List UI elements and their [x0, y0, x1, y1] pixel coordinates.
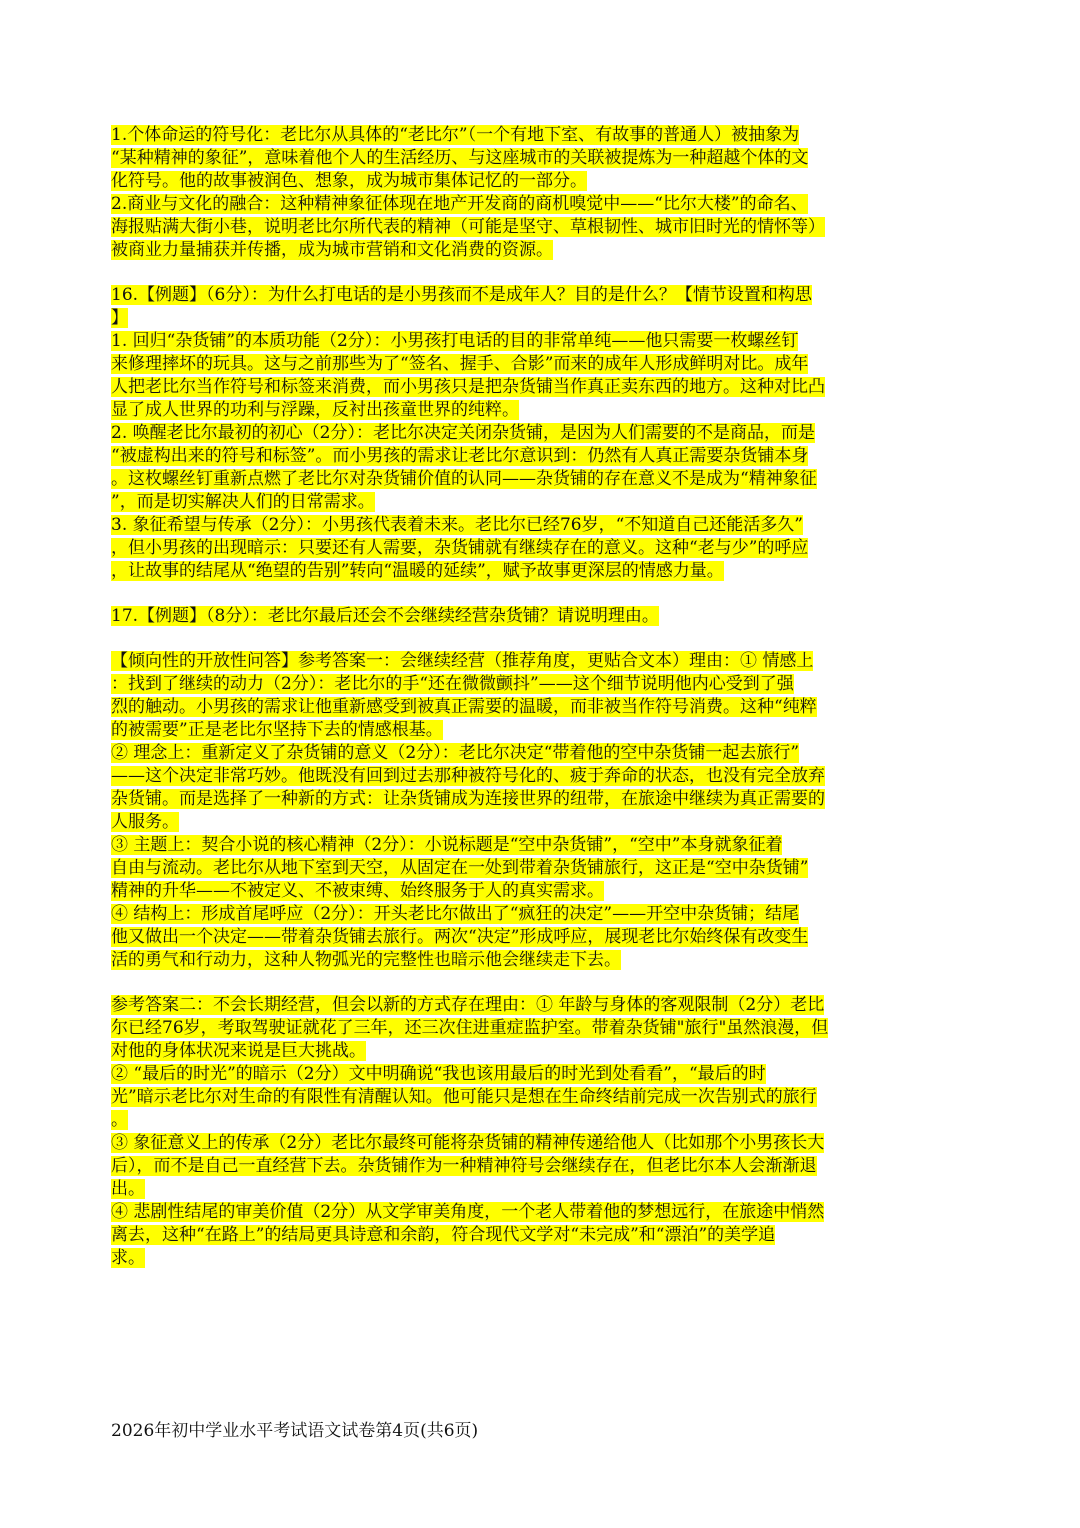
highlighted-text: 被商业力量捕获并传播，成为城市营销和文化消费的资源。 — [111, 240, 553, 260]
highlighted-text: 杂货铺。而是选择了一种新的方式：让杂货铺成为连接世界的纽带，在旅途中继续为真正需要的 — [111, 789, 825, 809]
highlighted-text: “被虚构出来的符号和标签”。而小男孩的需求让老比尔意识到：仍然有人真正需要杂货铺本身 — [111, 446, 809, 466]
highlighted-text: ② 理念上：重新定义了杂货铺的意义（2分）：老比尔决定“带着他的空中杂货铺一起去旅行” — [111, 743, 800, 763]
question-17 — [111, 605, 913, 628]
text-line — [111, 537, 913, 560]
text-line — [111, 376, 913, 399]
text-line — [111, 1247, 913, 1270]
highlighted-text: 尔已经76岁，考取驾驶证就花了三年，还三次住进重症监护室。带着杂货铺"旅行"虽然浪漫，但 — [111, 1018, 829, 1038]
text-line — [111, 1109, 913, 1132]
text-line — [111, 307, 913, 330]
text-line — [111, 696, 913, 719]
text-line — [111, 765, 913, 788]
highlighted-text: 自由与流动。老比尔从地下室到天空，从固定在一处到带着杂货铺旅行，这正是“空中杂货铺” — [111, 858, 809, 878]
highlighted-text: 16.【例题】（6分）：为什么打电话的是小男孩而不是成年人？目的是什么？【情节设置和构思 — [111, 285, 812, 305]
text-line — [111, 994, 913, 1017]
text-line — [111, 514, 913, 537]
highlighted-text: ③ 象征意义上的传承（2分）老比尔最终可能将杂货铺的精神传递给他人（比如那个小男孩长大 — [111, 1133, 825, 1153]
highlighted-text: 】 — [111, 308, 128, 328]
text-line — [111, 834, 913, 857]
text-line — [111, 1201, 913, 1224]
highlighted-text: ，让故事的结尾从“绝望的告别”转向“温暖的延续”，赋予故事更深层的情感力量。 — [111, 561, 724, 581]
text-line — [111, 1086, 913, 1109]
highlighted-text: 对他的身体状况来说是巨大挑战。 — [111, 1041, 366, 1061]
answer-one — [111, 650, 913, 972]
highlighted-text: 来修理摔坏的玩具。这与之前那些为了“签名、握手、合影”而来的成年人形成鲜明对比。成年 — [111, 354, 809, 374]
text-line — [111, 1040, 913, 1063]
highlighted-text: 离去，这种“在路上”的结局更具诗意和余韵，符合现代文学对“未完成”和“漂泊”的美学追 — [111, 1225, 776, 1245]
text-line — [111, 124, 913, 147]
text-line — [111, 193, 913, 216]
text-line — [111, 719, 913, 742]
text-line — [111, 560, 913, 583]
text-line — [111, 284, 913, 307]
highlighted-text: ，但小男孩的出现暗示：只要还有人需要，杂货铺就有继续存在的意义。这种“老与少”的呼应 — [111, 538, 809, 558]
text-line — [111, 605, 913, 628]
text-line — [111, 1155, 913, 1178]
highlighted-text: 人把老比尔当作符号和标签来消费，而小男孩只是把杂货铺当作真正卖东西的地方。这种对比凸 — [111, 377, 825, 397]
highlighted-text: 后），而不是自己一直经营下去。杂货铺作为一种精神符号会继续存在，但老比尔本人会渐渐退 — [111, 1156, 817, 1176]
highlighted-text: 精神的升华——不被定义、不被束缚、始终服务于人的真实需求。 — [111, 881, 604, 901]
text-line — [111, 216, 913, 239]
text-line — [111, 811, 913, 834]
highlighted-text: 海报贴满大街小巷，说明老比尔所代表的精神（可能是坚守、草根韧性、城市旧时光的情怀等） — [111, 217, 825, 237]
highlighted-text: ——这个决定非常巧妙。他既没有回到过去那种被符号化的、疲于奔命的状态，也没有完全放弃 — [111, 766, 825, 786]
highlighted-text: ：找到了继续的动力（2分）：老比尔的手“还在微微颤抖”——这个细节说明他内心受到了强 — [111, 674, 794, 694]
highlighted-text: 1. 回归“杂货铺”的本质功能（2分）：小男孩打电话的目的非常单纯——他只需要一枚螺丝钉 — [111, 331, 799, 351]
text-line — [111, 857, 913, 880]
highlighted-text: 17.【例题】（8分）：老比尔最后还会不会继续经营杂货铺？请说明理由。 — [111, 606, 659, 626]
highlighted-text: ”，而是切实解决人们的日常需求。 — [111, 492, 375, 512]
text-line — [111, 949, 913, 972]
highlighted-text: 光”暗示老比尔对生命的有限性有清醒认知。他可能只是想在生命终结前完成一次告别式的旅行 — [111, 1087, 817, 1107]
highlighted-text: ④ 悲剧性结尾的审美价值（2分）从文学审美角度，一个老人带着他的梦想远行，在旅途中悄然 — [111, 1202, 825, 1222]
text-line — [111, 926, 913, 949]
text-line — [111, 399, 913, 422]
text-line — [111, 1178, 913, 1201]
highlighted-text: 。 — [111, 1110, 128, 1130]
highlighted-text: 【倾向性的开放性问答】参考答案一：会继续经营（推荐角度，更贴合文本）理由：① 情感上 — [111, 651, 814, 671]
highlighted-text: 3. 象征希望与传承（2分）：小男孩代表着未来。老比尔已经76岁，“不知道自己还能活多久” — [111, 515, 803, 535]
highlighted-text: 出。 — [111, 1179, 145, 1199]
text-line — [111, 330, 913, 353]
text-line — [111, 650, 913, 673]
highlighted-text: “某种精神的象征”，意味着他个人的生活经历、与这座城市的关联被提炼为一种超越个体的文 — [111, 148, 809, 168]
highlighted-text: 。这枚螺丝钉重新点燃了老比尔对杂货铺价值的认同——杂货铺的存在意义不是成为“精神象征 — [111, 469, 817, 489]
highlighted-text: 显了成人世界的功利与浮躁，反衬出孩童世界的纯粹。 — [111, 400, 519, 420]
highlighted-text: 他又做出一个决定——带着杂货铺去旅行。两次“决定”形成呼应，展现老比尔始终保有改变生 — [111, 927, 809, 947]
highlighted-text: ③ 主题上：契合小说的核心精神（2分）：小说标题是“空中杂货铺”，“空中”本身就象征着 — [111, 835, 783, 855]
answer-two — [111, 994, 913, 1270]
text-line — [111, 147, 913, 170]
highlighted-text: 1.个体命运的符号化：老比尔从具体的“老比尔”（一个有地下室、有故事的普通人）被抽象为 — [111, 125, 800, 145]
text-line — [111, 742, 913, 765]
text-line — [111, 880, 913, 903]
highlighted-text: 参考答案二：不会长期经营，但会以新的方式存在理由：① 年龄与身体的客观限制（2分）老比 — [111, 995, 825, 1015]
text-line — [111, 1063, 913, 1086]
highlighted-text: 的被需要”正是老比尔坚持下去的情感根基。 — [111, 720, 443, 740]
page-footer: 2026年初中学业水平考试语文试卷第4页(共6页) — [111, 1421, 479, 1441]
text-line — [111, 491, 913, 514]
text-line — [111, 1017, 913, 1040]
text-line — [111, 353, 913, 376]
highlighted-text: 烈的触动。小男孩的需求让他重新感受到被真正需要的温暖，而非被当作符号消费。这种“纯粹 — [111, 697, 817, 717]
text-line — [111, 673, 913, 696]
text-line — [111, 422, 913, 445]
highlighted-text: 2. 唤醒老比尔最初的初心（2分）：老比尔决定关闭杂货铺，是因为人们需要的不是商品，而是 — [111, 423, 815, 443]
text-line — [111, 1224, 913, 1247]
text-line — [111, 239, 913, 262]
highlighted-text: 化符号。他的故事被润色、想象，成为城市集体记忆的一部分。 — [111, 171, 587, 191]
question-16 — [111, 284, 913, 583]
text-line — [111, 445, 913, 468]
highlighted-text: ② “最后的时光”的暗示（2分）文中明确说“我也该用最后的时光到处看看”，“最后的时 — [111, 1064, 766, 1084]
analysis-paragraph — [111, 124, 913, 262]
text-line — [111, 170, 913, 193]
highlighted-text: 2.商业与文化的融合：这种精神象征体现在地产开发商的商机嗅觉中——“比尔大楼”的命名、 — [111, 194, 808, 214]
text-line — [111, 1132, 913, 1155]
text-line — [111, 903, 913, 926]
highlighted-text: 活的勇气和行动力，这种人物弧光的完整性也暗示他会继续走下去。 — [111, 950, 621, 970]
highlighted-text: ④ 结构上：形成首尾呼应（2分）：开头老比尔做出了“疯狂的决定”——开空中杂货铺；结尾 — [111, 904, 800, 924]
highlighted-text: 人服务。 — [111, 812, 179, 832]
text-line — [111, 468, 913, 491]
document-body — [111, 124, 913, 1292]
highlighted-text: 求。 — [111, 1248, 145, 1268]
text-line — [111, 788, 913, 811]
